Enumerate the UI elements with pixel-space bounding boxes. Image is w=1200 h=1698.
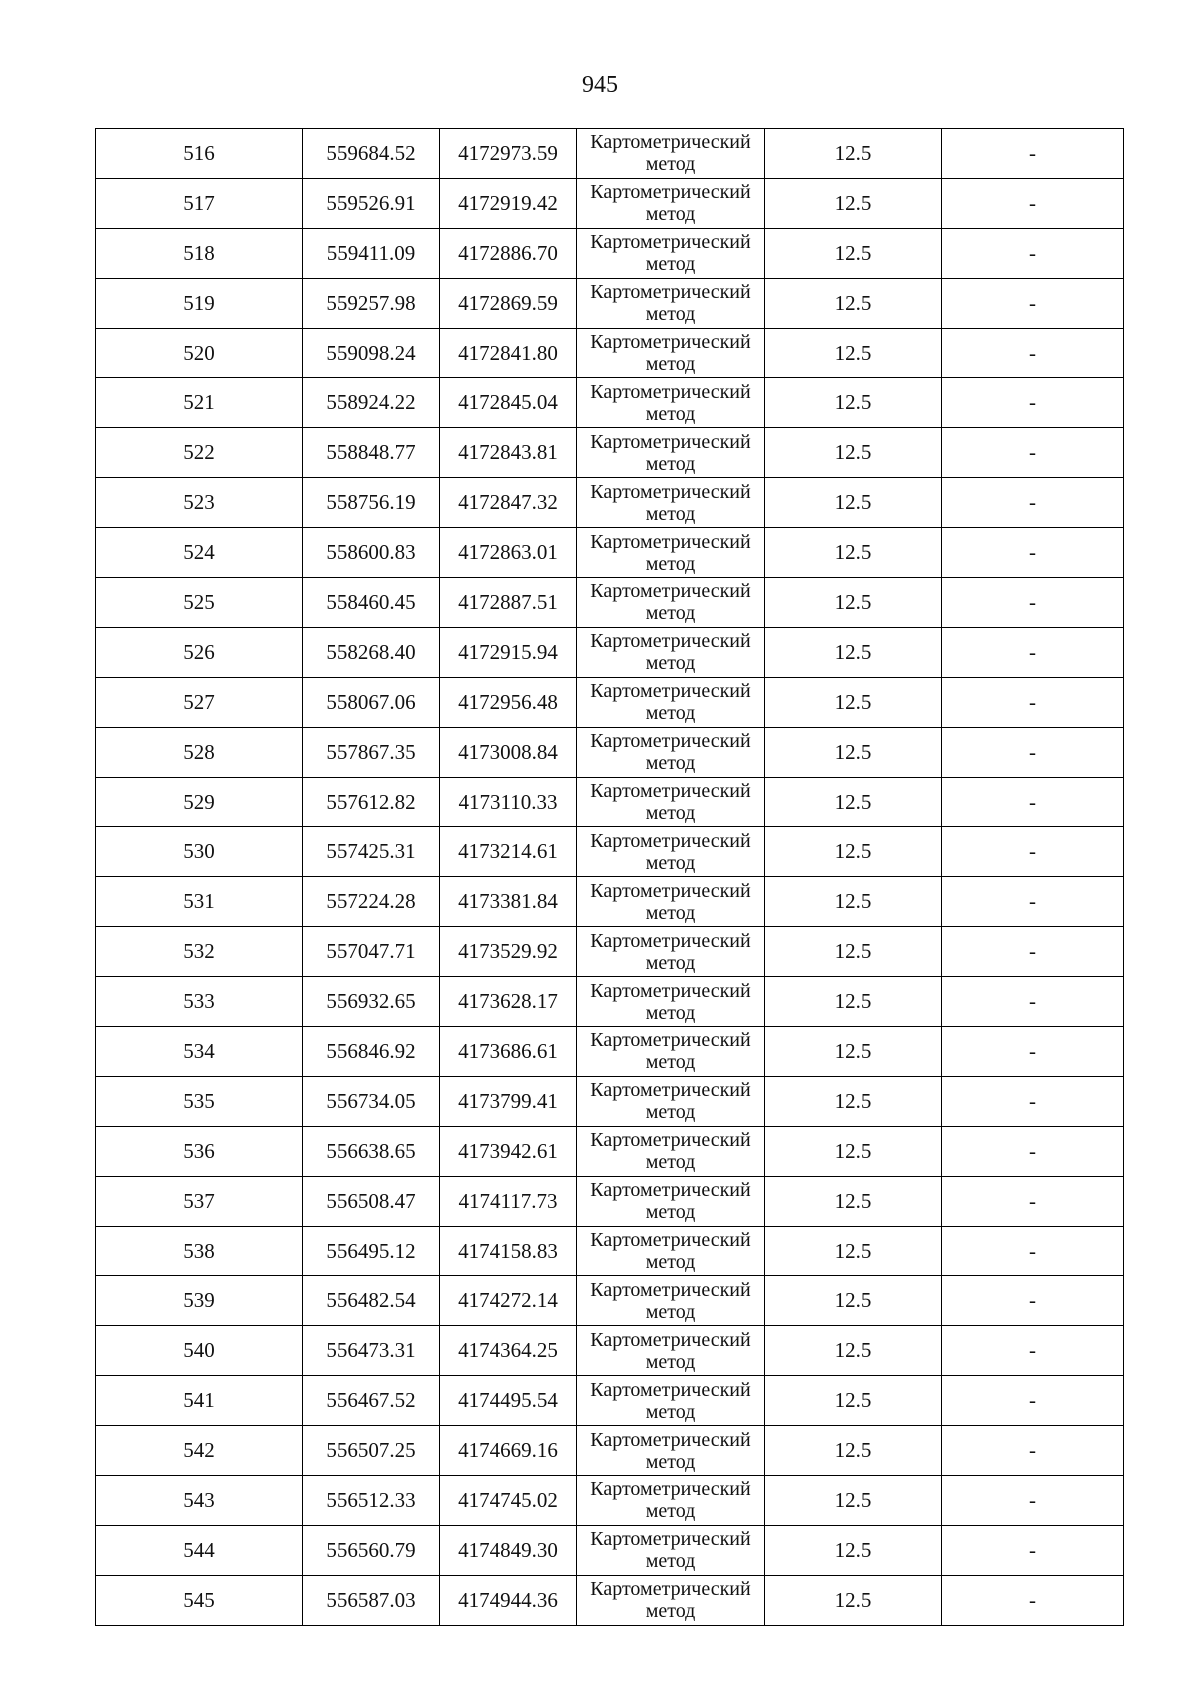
method-line-2: метод <box>645 353 696 375</box>
y-coordinate-cell: 4174117.73 <box>440 1176 577 1226</box>
table-row <box>96 1027 1124 1077</box>
note-cell: - <box>942 677 1124 727</box>
x-coordinate-cell: 556467.52 <box>303 1376 440 1426</box>
method-line-1: Картометрический <box>590 1029 751 1052</box>
method-line-1: Картометрический <box>590 829 751 852</box>
method-cell <box>577 977 765 1027</box>
note-cell: - <box>942 977 1124 1027</box>
method-line-1: Картометрический <box>590 1578 751 1601</box>
point-number-cell: 541 <box>96 1376 303 1426</box>
point-number-cell: 542 <box>96 1426 303 1476</box>
y-coordinate-cell: 4172887.51 <box>440 578 577 628</box>
point-number-cell: 525 <box>96 578 303 628</box>
method-line-2: метод <box>645 1051 696 1074</box>
note-cell: - <box>942 578 1124 628</box>
note-cell: - <box>942 129 1124 179</box>
y-coordinate-cell: 4174158.83 <box>440 1226 577 1276</box>
x-coordinate-cell: 556734.05 <box>303 1076 440 1126</box>
table-row <box>96 129 1124 179</box>
method-line-2: метод <box>645 1400 696 1423</box>
method-line-2: метод <box>645 1500 696 1523</box>
accuracy-cell: 12.5 <box>765 528 942 578</box>
x-coordinate-cell: 558924.22 <box>303 378 440 428</box>
method-cell <box>577 677 765 727</box>
accuracy-cell: 12.5 <box>765 1027 942 1077</box>
y-coordinate-cell: 4173942.61 <box>440 1126 577 1176</box>
y-coordinate-cell: 4174944.36 <box>440 1575 577 1625</box>
table-row <box>96 178 1124 228</box>
note-cell: - <box>942 1575 1124 1625</box>
table-row <box>96 1525 1124 1575</box>
table-row <box>96 1276 1124 1326</box>
method-line-2: метод <box>645 203 696 226</box>
method-cell <box>577 129 765 179</box>
accuracy-cell: 12.5 <box>765 1525 942 1575</box>
method-line-2: метод <box>645 1101 696 1124</box>
table-row <box>96 428 1124 478</box>
y-coordinate-cell: 4172886.70 <box>440 228 577 278</box>
point-number-cell: 533 <box>96 977 303 1027</box>
x-coordinate-cell: 557047.71 <box>303 927 440 977</box>
point-number-cell: 526 <box>96 627 303 677</box>
point-number-cell: 524 <box>96 528 303 578</box>
table-row <box>96 1575 1124 1625</box>
table-row <box>96 528 1124 578</box>
x-coordinate-cell: 559257.98 <box>303 278 440 328</box>
method-line-1: Картометрический <box>590 580 751 603</box>
method-cell <box>577 1326 765 1376</box>
method-line-1: Картометрический <box>590 1478 751 1501</box>
x-coordinate-cell: 556846.92 <box>303 1027 440 1077</box>
method-cell <box>577 278 765 328</box>
method-cell <box>577 328 765 378</box>
method-line-1: Картометрический <box>590 181 751 204</box>
note-cell: - <box>942 428 1124 478</box>
x-coordinate-cell: 556495.12 <box>303 1226 440 1276</box>
method-line-1: Картометрический <box>590 1229 751 1252</box>
method-cell <box>577 1276 765 1326</box>
y-coordinate-cell: 4173799.41 <box>440 1076 577 1126</box>
method-line-2: метод <box>645 452 696 475</box>
table-row <box>96 478 1124 528</box>
method-line-2: метод <box>645 1350 696 1373</box>
y-coordinate-cell: 4174364.25 <box>440 1326 577 1376</box>
note-cell: - <box>942 1326 1124 1376</box>
point-number-cell: 521 <box>96 378 303 428</box>
note-cell: - <box>942 178 1124 228</box>
note-cell: - <box>942 1076 1124 1126</box>
method-line-2: метод <box>645 552 696 575</box>
method-cell <box>577 1126 765 1176</box>
method-cell <box>577 1575 765 1625</box>
y-coordinate-cell: 4172869.59 <box>440 278 577 328</box>
method-line-1: Картометрический <box>590 281 751 304</box>
method-line-2: метод <box>645 951 696 974</box>
x-coordinate-cell: 557425.31 <box>303 827 440 877</box>
accuracy-cell: 12.5 <box>765 428 942 478</box>
note-cell: - <box>942 528 1124 578</box>
note-cell: - <box>942 1226 1124 1276</box>
method-line-2: метод <box>645 702 696 725</box>
point-number-cell: 544 <box>96 1525 303 1575</box>
method-line-2: метод <box>645 1151 696 1174</box>
x-coordinate-cell: 559411.09 <box>303 228 440 278</box>
accuracy-cell: 12.5 <box>765 578 942 628</box>
x-coordinate-cell: 556560.79 <box>303 1525 440 1575</box>
method-line-1: Картометрический <box>590 1278 751 1301</box>
method-line-2: метод <box>645 502 696 525</box>
point-number-cell: 518 <box>96 228 303 278</box>
note-cell: - <box>942 378 1124 428</box>
point-number-cell: 529 <box>96 777 303 827</box>
note-cell: - <box>942 278 1124 328</box>
accuracy-cell: 12.5 <box>765 1276 942 1326</box>
accuracy-cell: 12.5 <box>765 1076 942 1126</box>
x-coordinate-cell: 556512.33 <box>303 1476 440 1526</box>
y-coordinate-cell: 4173529.92 <box>440 927 577 977</box>
table-row <box>96 1076 1124 1126</box>
method-cell <box>577 1176 765 1226</box>
table-row <box>96 977 1124 1027</box>
accuracy-cell: 12.5 <box>765 1176 942 1226</box>
method-line-2: метод <box>645 1600 696 1623</box>
table-row <box>96 378 1124 428</box>
method-cell <box>577 1525 765 1575</box>
x-coordinate-cell: 557224.28 <box>303 877 440 927</box>
table-row <box>96 1176 1124 1226</box>
note-cell: - <box>942 827 1124 877</box>
table-row <box>96 578 1124 628</box>
method-cell <box>577 827 765 877</box>
y-coordinate-cell: 4173686.61 <box>440 1027 577 1077</box>
method-line-1: Картометрический <box>590 1528 751 1551</box>
y-coordinate-cell: 4172956.48 <box>440 677 577 727</box>
method-line-2: метод <box>645 1201 696 1224</box>
y-coordinate-cell: 4173110.33 <box>440 777 577 827</box>
point-number-cell: 543 <box>96 1476 303 1526</box>
accuracy-cell: 12.5 <box>765 927 942 977</box>
method-line-1: Картометрический <box>590 979 751 1002</box>
method-line-1: Картометрический <box>590 331 751 353</box>
method-line-2: метод <box>645 752 696 775</box>
note-cell: - <box>942 1176 1124 1226</box>
y-coordinate-cell: 4173008.84 <box>440 727 577 777</box>
method-cell <box>577 1027 765 1077</box>
x-coordinate-cell: 556482.54 <box>303 1276 440 1326</box>
point-number-cell: 534 <box>96 1027 303 1077</box>
method-line-2: метод <box>645 1550 696 1573</box>
y-coordinate-cell: 4172973.59 <box>440 129 577 179</box>
accuracy-cell: 12.5 <box>765 228 942 278</box>
point-number-cell: 530 <box>96 827 303 877</box>
table-row <box>96 1426 1124 1476</box>
method-line-1: Картометрический <box>590 630 751 653</box>
method-cell <box>577 378 765 428</box>
method-cell <box>577 777 765 827</box>
point-number-cell: 527 <box>96 677 303 727</box>
y-coordinate-cell: 4172863.01 <box>440 528 577 578</box>
point-number-cell: 537 <box>96 1176 303 1226</box>
table-row <box>96 727 1124 777</box>
x-coordinate-cell: 558268.40 <box>303 627 440 677</box>
method-line-2: метод <box>645 1450 696 1473</box>
method-line-2: метод <box>645 602 696 625</box>
method-line-1: Картометрический <box>590 131 751 154</box>
point-number-cell: 538 <box>96 1226 303 1276</box>
method-line-1: Картометрический <box>590 530 751 553</box>
coordinates-table <box>95 128 1124 1626</box>
method-line-1: Картометрический <box>590 879 751 902</box>
method-line-2: метод <box>645 253 696 276</box>
table-row <box>96 278 1124 328</box>
accuracy-cell: 12.5 <box>765 278 942 328</box>
method-cell <box>577 478 765 528</box>
method-cell <box>577 1376 765 1426</box>
accuracy-cell: 12.5 <box>765 1326 942 1376</box>
note-cell: - <box>942 1476 1124 1526</box>
x-coordinate-cell: 556473.31 <box>303 1326 440 1376</box>
method-line-2: метод <box>645 802 696 825</box>
method-cell <box>577 627 765 677</box>
x-coordinate-cell: 558756.19 <box>303 478 440 528</box>
x-coordinate-cell: 557867.35 <box>303 727 440 777</box>
point-number-cell: 520 <box>96 328 303 378</box>
note-cell: - <box>942 1027 1124 1077</box>
method-line-1: Картометрический <box>590 380 751 403</box>
y-coordinate-cell: 4174669.16 <box>440 1426 577 1476</box>
point-number-cell: 516 <box>96 129 303 179</box>
point-number-cell: 545 <box>96 1575 303 1625</box>
accuracy-cell: 12.5 <box>765 1426 942 1476</box>
method-line-2: метод <box>645 851 696 874</box>
table-row <box>96 777 1124 827</box>
table-row <box>96 827 1124 877</box>
point-number-cell: 523 <box>96 478 303 528</box>
note-cell: - <box>942 478 1124 528</box>
accuracy-cell: 12.5 <box>765 677 942 727</box>
point-number-cell: 539 <box>96 1276 303 1326</box>
accuracy-cell: 12.5 <box>765 1575 942 1625</box>
x-coordinate-cell: 559098.24 <box>303 328 440 378</box>
note-cell: - <box>942 777 1124 827</box>
table-body <box>96 129 1124 1626</box>
method-line-2: метод <box>645 901 696 924</box>
x-coordinate-cell: 558600.83 <box>303 528 440 578</box>
table-row <box>96 1476 1124 1526</box>
accuracy-cell: 12.5 <box>765 1476 942 1526</box>
note-cell: - <box>942 1126 1124 1176</box>
page-number: 945 <box>582 72 618 98</box>
x-coordinate-cell: 556587.03 <box>303 1575 440 1625</box>
table-row <box>96 1126 1124 1176</box>
method-line-2: метод <box>645 1300 696 1323</box>
point-number-cell: 531 <box>96 877 303 927</box>
method-line-1: Картометрический <box>590 929 751 952</box>
method-line-1: Картометрический <box>590 430 751 453</box>
method-line-2: метод <box>645 402 696 425</box>
x-coordinate-cell: 558848.77 <box>303 428 440 478</box>
method-cell <box>577 578 765 628</box>
accuracy-cell: 12.5 <box>765 129 942 179</box>
method-line-1: Картометрический <box>590 1179 751 1202</box>
accuracy-cell: 12.5 <box>765 977 942 1027</box>
method-line-1: Картометрический <box>590 480 751 503</box>
y-coordinate-cell: 4172845.04 <box>440 378 577 428</box>
point-number-cell: 528 <box>96 727 303 777</box>
point-number-cell: 536 <box>96 1126 303 1176</box>
accuracy-cell: 12.5 <box>765 1376 942 1426</box>
note-cell: - <box>942 1525 1124 1575</box>
y-coordinate-cell: 4172843.81 <box>440 428 577 478</box>
accuracy-cell: 12.5 <box>765 328 942 378</box>
accuracy-cell: 12.5 <box>765 877 942 927</box>
x-coordinate-cell: 557612.82 <box>303 777 440 827</box>
table-row <box>96 228 1124 278</box>
method-cell <box>577 927 765 977</box>
table-row <box>96 328 1124 378</box>
method-line-1: Картометрический <box>590 1428 751 1451</box>
method-cell <box>577 528 765 578</box>
method-line-1: Картометрический <box>590 780 751 803</box>
table-row <box>96 627 1124 677</box>
method-line-1: Картометрический <box>590 1328 751 1351</box>
x-coordinate-cell: 556508.47 <box>303 1176 440 1226</box>
accuracy-cell: 12.5 <box>765 727 942 777</box>
method-line-2: метод <box>645 1251 696 1274</box>
point-number-cell: 517 <box>96 178 303 228</box>
y-coordinate-cell: 4172915.94 <box>440 627 577 677</box>
x-coordinate-cell: 556932.65 <box>303 977 440 1027</box>
y-coordinate-cell: 4173628.17 <box>440 977 577 1027</box>
table-row <box>96 927 1124 977</box>
x-coordinate-cell: 556638.65 <box>303 1126 440 1176</box>
accuracy-cell: 12.5 <box>765 378 942 428</box>
method-cell <box>577 1426 765 1476</box>
note-cell: - <box>942 328 1124 378</box>
x-coordinate-cell: 559526.91 <box>303 178 440 228</box>
y-coordinate-cell: 4174849.30 <box>440 1525 577 1575</box>
point-number-cell: 535 <box>96 1076 303 1126</box>
method-line-1: Картометрический <box>590 1079 751 1102</box>
x-coordinate-cell: 558067.06 <box>303 677 440 727</box>
y-coordinate-cell: 4174745.02 <box>440 1476 577 1526</box>
y-coordinate-cell: 4174495.54 <box>440 1376 577 1426</box>
y-coordinate-cell: 4174272.14 <box>440 1276 577 1326</box>
table-row <box>96 877 1124 927</box>
table-row <box>96 1226 1124 1276</box>
table-row <box>96 1376 1124 1426</box>
method-cell <box>577 1476 765 1526</box>
note-cell: - <box>942 1376 1124 1426</box>
method-line-1: Картометрический <box>590 1378 751 1401</box>
accuracy-cell: 12.5 <box>765 1126 942 1176</box>
accuracy-cell: 12.5 <box>765 178 942 228</box>
note-cell: - <box>942 627 1124 677</box>
note-cell: - <box>942 927 1124 977</box>
y-coordinate-cell: 4172847.32 <box>440 478 577 528</box>
point-number-cell: 522 <box>96 428 303 478</box>
note-cell: - <box>942 727 1124 777</box>
method-cell <box>577 178 765 228</box>
accuracy-cell: 12.5 <box>765 627 942 677</box>
point-number-cell: 532 <box>96 927 303 977</box>
point-number-cell: 540 <box>96 1326 303 1376</box>
note-cell: - <box>942 228 1124 278</box>
x-coordinate-cell: 558460.45 <box>303 578 440 628</box>
method-cell <box>577 228 765 278</box>
method-line-1: Картометрический <box>590 730 751 753</box>
method-line-1: Картометрический <box>590 231 751 254</box>
note-cell: - <box>942 877 1124 927</box>
x-coordinate-cell: 556507.25 <box>303 1426 440 1476</box>
method-cell <box>577 1076 765 1126</box>
note-cell: - <box>942 1426 1124 1476</box>
table-row <box>96 677 1124 727</box>
x-coordinate-cell: 559684.52 <box>303 129 440 179</box>
y-coordinate-cell: 4173381.84 <box>440 877 577 927</box>
y-coordinate-cell: 4173214.61 <box>440 827 577 877</box>
method-line-2: метод <box>645 1001 696 1024</box>
accuracy-cell: 12.5 <box>765 1226 942 1276</box>
y-coordinate-cell: 4172919.42 <box>440 178 577 228</box>
accuracy-cell: 12.5 <box>765 827 942 877</box>
method-cell <box>577 428 765 478</box>
method-line-2: метод <box>645 303 696 326</box>
method-line-1: Картометрический <box>590 680 751 703</box>
method-cell <box>577 727 765 777</box>
method-line-2: метод <box>645 652 696 675</box>
method-line-2: метод <box>645 153 696 176</box>
method-line-1: Картометрический <box>590 1129 751 1152</box>
note-cell: - <box>942 1276 1124 1326</box>
method-cell <box>577 1226 765 1276</box>
point-number-cell: 519 <box>96 278 303 328</box>
method-cell <box>577 877 765 927</box>
y-coordinate-cell: 4172841.80 <box>440 328 577 378</box>
accuracy-cell: 12.5 <box>765 777 942 827</box>
table-row <box>96 1326 1124 1376</box>
accuracy-cell: 12.5 <box>765 478 942 528</box>
